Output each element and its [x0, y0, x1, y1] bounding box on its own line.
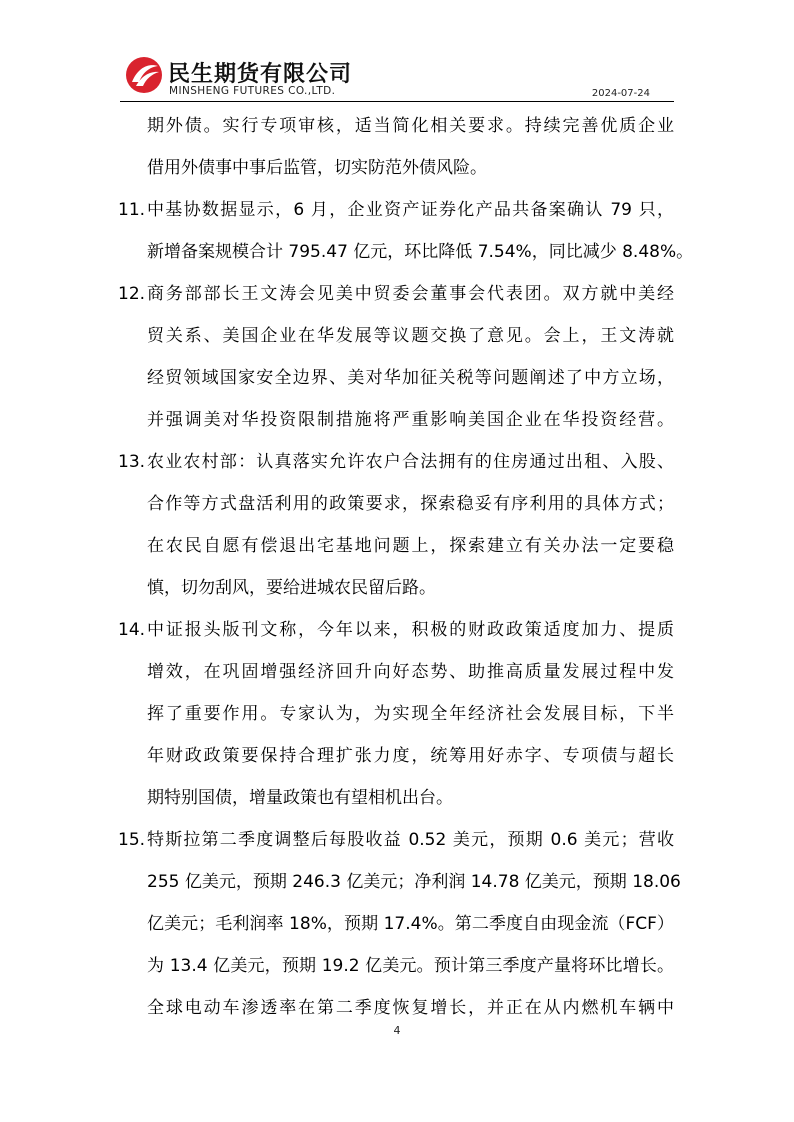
list-item-number: 14.: [118, 620, 146, 640]
text-line: 期外债。实行专项审核，适当简化相关要求。持续完善优质企业: [147, 116, 674, 136]
text-line: 为 13.4 亿美元，预期 19.2 亿美元。预计第三季度产量将环比增长。: [147, 956, 674, 976]
text-line: 合作等方式盘活利用的政策要求，探索稳妥有序利用的具体方式；: [147, 494, 674, 514]
text-line: 挥了重要作用。专家认为，为实现全年经济社会发展目标，下半: [147, 704, 674, 724]
text-line: 特斯拉第二季度调整后每股收益 0.52 美元，预期 0.6 美元；营收: [147, 830, 674, 850]
text-line: 新增备案规模合计 795.47 亿元，环比降低 7.54%，同比减少 8.48%。: [147, 242, 694, 262]
list-item-number: 11.: [118, 200, 146, 220]
text-line: 在农民自愿有偿退出宅基地问题上，探索建立有关办法一定要稳: [147, 536, 674, 556]
text-line: 亿美元；毛利润率 18%，预期 17.4%。第二季度自由现金流（FCF）: [147, 914, 674, 934]
text-line: 商务部部长王文涛会见美中贸委会董事会代表团。双方就中美经: [147, 284, 674, 304]
list-item-12: [118, 273, 674, 441]
text-line: 255 亿美元，预期 246.3 亿美元；净利润 14.78 亿美元，预期 18.06: [147, 872, 681, 892]
list-item-13: [118, 441, 674, 609]
page-number: 4: [393, 1024, 401, 1037]
list-item-15: [118, 819, 681, 1029]
report-date: 2024-07-24: [591, 88, 650, 99]
text-line: 贸关系、美国企业在华发展等议题交换了意见。会上，王文涛就: [147, 326, 674, 346]
text-line: 增效，在巩固增强经济回升向好态势、助推高质量发展过程中发: [147, 662, 674, 682]
header-divider: [120, 101, 674, 102]
minsheng-logo-icon: [124, 55, 164, 95]
list-item-11: [118, 189, 694, 273]
list-item-14: [118, 609, 674, 819]
text-line: 全球电动车渗透率在第二季度恢复增长，并正在从内燃机车辆中: [147, 998, 674, 1018]
text-line: 并强调美对华投资限制措施将严重影响美国企业在华投资经营。: [147, 410, 674, 430]
text-line: 中基协数据显示，6 月，企业资产证券化产品共备案确认 79 只，: [147, 200, 674, 220]
text-line: 期特别国债，增量政策也有望相机出台。: [147, 788, 453, 808]
text-line: 借用外债事中事后监管，切实防范外债风险。: [147, 158, 487, 178]
text-line: 经贸领域国家安全边界、美对华加征关税等问题阐述了中方立场，: [147, 368, 674, 388]
text-line: 慎，切勿刮风，要给进城农民留后路。: [147, 578, 436, 598]
page-header: [120, 52, 674, 102]
text-line: 农业农村部：认真落实允许农户合法拥有的住房通过出租、入股、: [147, 452, 674, 472]
document-body: [118, 105, 694, 1029]
continuation-paragraph: [118, 105, 674, 189]
list-item-number: 12.: [118, 284, 146, 304]
list-item-number: 13.: [118, 452, 146, 472]
text-line: 中证报头版刊文称，今年以来，积极的财政政策适度加力、提质: [147, 620, 674, 640]
list-item-number: 15.: [118, 830, 146, 850]
company-name-cn: 民生期货有限公司: [168, 62, 353, 87]
text-line: 年财政政策要保持合理扩张力度，统筹用好赤字、专项债与超长: [147, 746, 674, 766]
company-name-en: MINSHENG FUTURES CO.,LTD.: [169, 85, 336, 97]
